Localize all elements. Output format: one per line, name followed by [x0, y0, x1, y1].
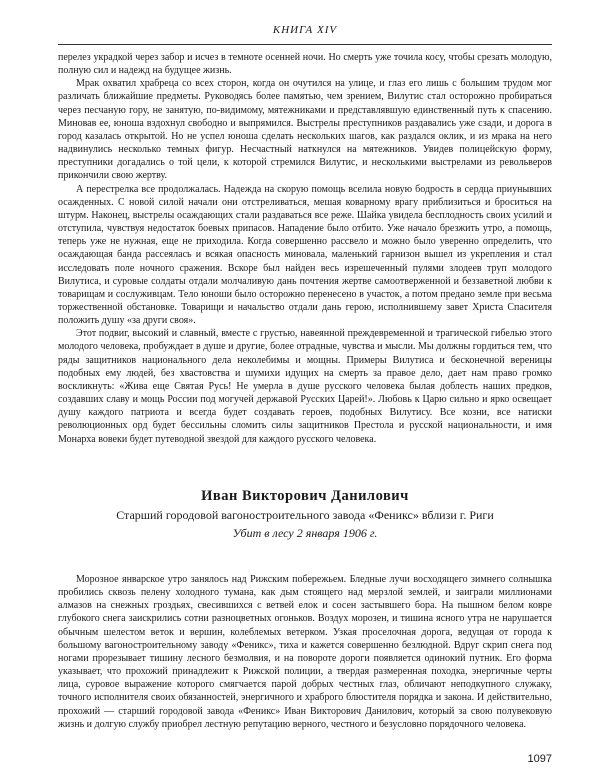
paragraph: Мрак охватил храбреца со всех сторон, когда он очутился на улице, и глаз его лишь с большим трудом мог различать ближайшие предметы. Руководясь более памятью, чем зрением, Вилутис стал осторожно пробираться через песчаную гору, не занятую, по-видимому, мятежниками и представлявшую единственный путь к спасению. Миновав ее, юноша вздохнул свободно и выпрямился. Выстрелы преступников раздавались уже сзади, и дорога в город казалась открытой. Но не успел юноша сделать нескольких шагов, как раздался оклик, и из мрака на него надвинулись несколько темных фигур. Несчастный наткнулся на мятежников. Увидев полицейскую форму, преступники догадались о той цели, к которой стремился Вилутис, и несколькими выстрелами из револьверов прикончили свою жертву.	[58, 78, 552, 182]
section-2-person-name: Иван Викторович Данилович	[201, 488, 409, 504]
running-head: КНИГА XIV	[272, 24, 338, 36]
paragraph: Морозное январское утро занялось над Рижским побережьем. Бледные лучи восходящего зимнего солнышка пробились сквозь пелену холодного тумана, как дым стоящего над мерзлой землей, и заиграли миллионами алмазов на снежных гроздьях, свесившихся с ветвей елок и сосен застывшего бора. На пышном белом ковре глубокого снега заискрились сотни разноцветных огоньков. Воздух морозен, и тишина ясного утра не нарушается обычным шелестом веток и вершин, колеблемых ветерком. Узкая проселочная дорога, ведущая от города к большому вагоностроительному заводу «Феникс», тиха и кажется совершенно безлюдной. Вдруг скрип снега под ногами прорезывает тишину лесного безмолвия, и на повороте дороги появляется одинокий путник. Его форма указывает, что прохожий принадлежит к Рижской полиции, а твердая размеренная походка, энергичные черты лица, суровое выражение которого смягчается парой добрых честных глаз, обличают неподкупного служаку, точного исполнителя своих обязанностей, энергичного и храброго блюстителя порядка и закона. И действительно, прохожий — старший городовой завода «Феникс» Иван Викторович Данилович, который за свою полувековую жизнь и долгую службу приобрел лестную репутацию верного, честного и безусловно порядочного человека.	[58, 574, 552, 730]
section-1-text	[58, 51, 552, 446]
paragraph: перелез украдкой через забор и исчез в темноте осенней ночи. Но смерть уже точила косу, чтобы срезать молодую, полную сил и надежд на будущее жизнь.	[58, 52, 552, 77]
section-2-subtitle: Старший городовой вагоностроительного завода «Феникс» вблизи г. Риги	[116, 508, 494, 522]
header-rule	[58, 44, 552, 45]
section-2-date-line: Убит в лесу 2 января 1906 г.	[232, 526, 378, 540]
paragraph: Этот подвиг, высокий и славный, вместе с грустью, навеянной преждевременной и трагической гибелью этого молодого человека, пробуждает в душе и другие, более отрадные, чувства и мысли. Мы должны гордиться тем, что ряды защитников национального дела неколебимы и мощны. Примеры Вилутиса и бесконечной вереницы подобных ему людей, без хвастовства и шумихи идущих на смерть за правое дело, дает нам право громко воскликнуть: «Жива еще Святая Русь! Не умерла в душе русского человека былая доблесть наших предков, создавших славу и мощь России под могучей державой Русских Царей!». Любовь к Царю сильно и ярко освещает душу каждого патриота и всегда будет создавать героев, подобных Вилутису. Все козни, все натиски революционных орд будет бессильны сломить силы защитников Престола и русской национальности, и имя Монарха вовеки будет путеводной звездой для каждого русского человека.	[58, 328, 552, 445]
section-2-text	[58, 573, 552, 731]
page-number: 1097	[527, 753, 552, 765]
paragraph: А перестрелка все продолжалась. Надежда на скорую помощь вселила новую бодрость в сердца приунывших осажденных. С новой силой начали они отстреливаться, мешая коварному врагу приблизиться и броситься на штурм. Наконец, выстрелы осаждающих стали раздаваться все реже. Шайка увидела бесплодность своих усилий и отступила, чувствуя недостаток боевых припасов. Нападение было отбито. Уже начало брезжить утро, а помощь, теперь уже не нужная, еще не приходила. Когда совершенно рассвело и можно было уверенно определить, что осаждающая банда рассеялась и всякая опасность миновала, маленький гарнизон вышел из укрепления и стал исследовать поле ночного сражения. Вскоре был найден весь изрешеченный пулями злодеев труп молодого Вилутиса, и суровые солдаты отдали молчаливую дань почтения жертве самоотверженной и беззаветной любви к товарищам и сослуживцам. Тело юноши было осторожно перенесено в участок, а потом предано земле при весьма торжественной обстановке. Товарищи и начальство отдали дань герою, исполнившему завет Христа Спасителя положить душу «за други своя».	[58, 183, 552, 327]
